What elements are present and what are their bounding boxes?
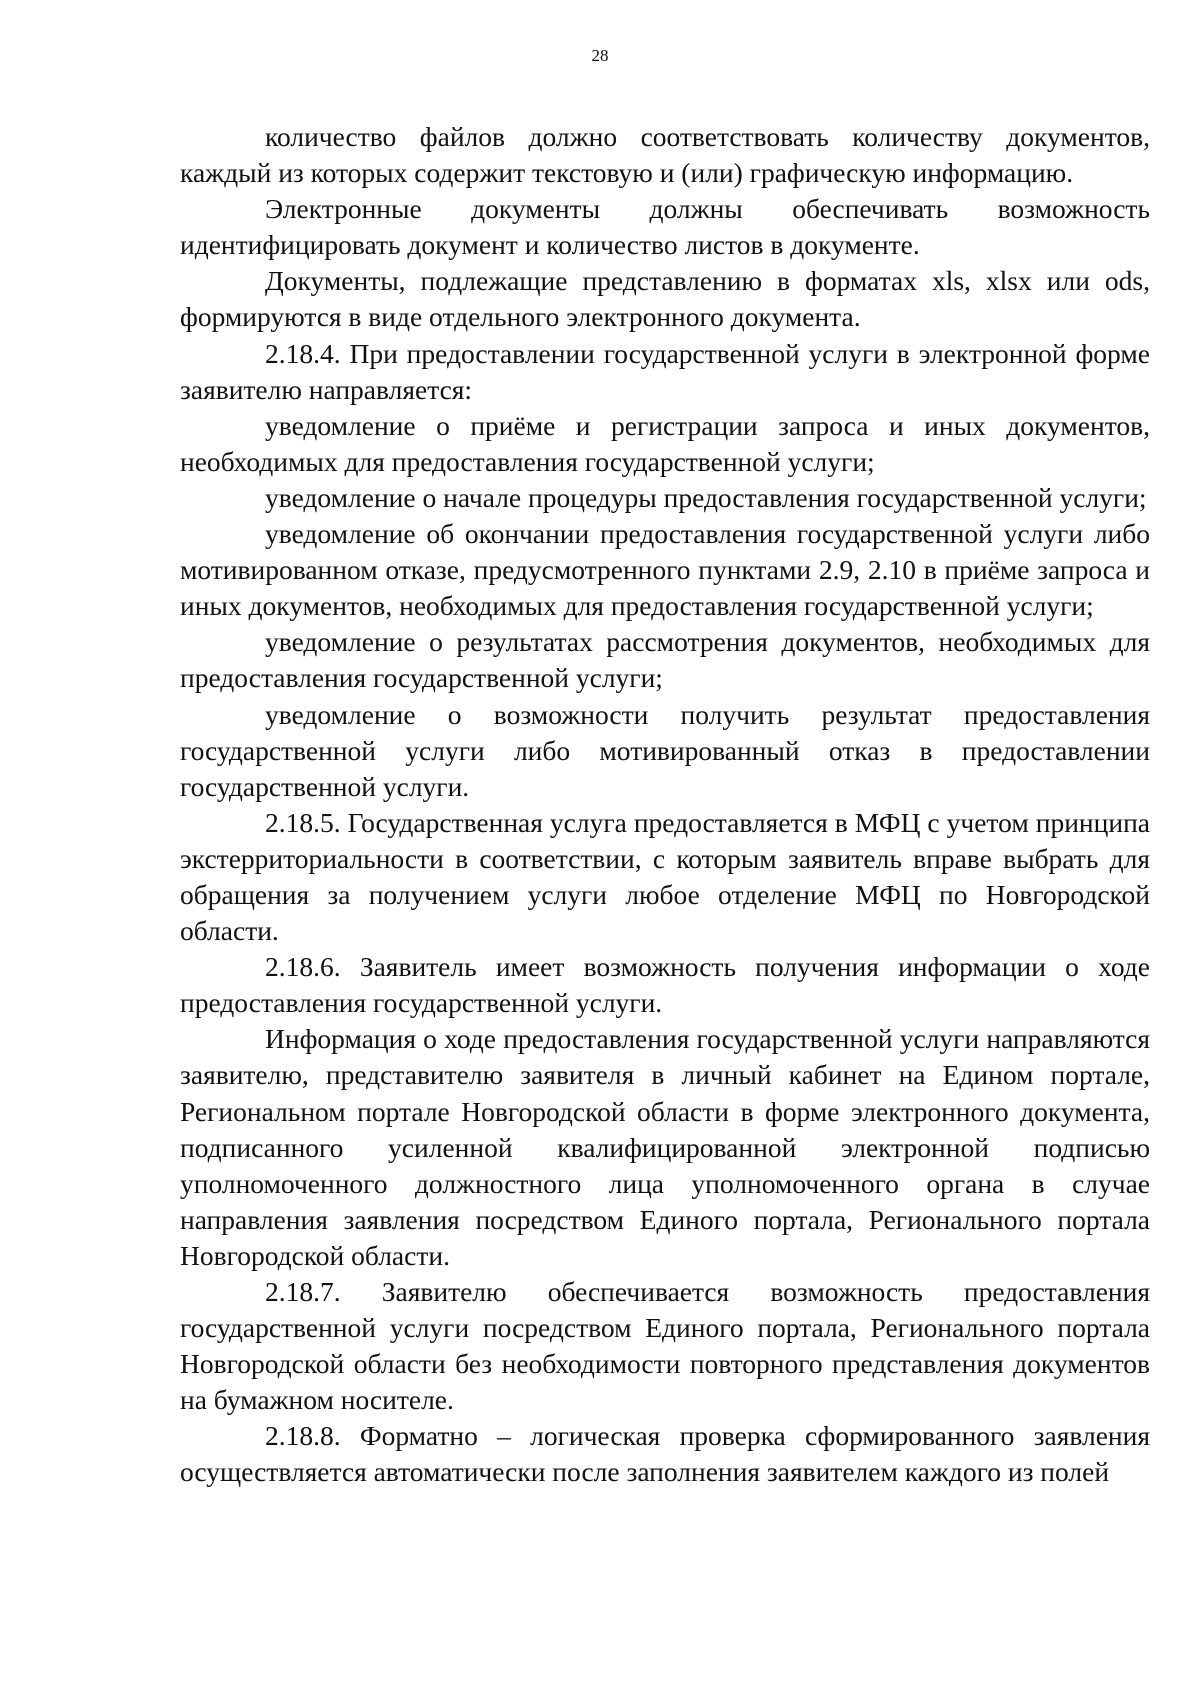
page-number: 28 — [591, 46, 609, 65]
paragraph-notice-end: уведомление об окончании предоставления государственной услуги либо мотивированном отказе, предусмотренного пунктами 2.9, 2.10 в приёме запроса и иных документов, необходимых для предоставления государственной услуги; — [180, 518, 1150, 622]
paragraph-files-count: количество файлов должно соответствовать количеству документов, каждый из которых содержит текстовую и (или) графическую информацию. — [180, 121, 1150, 189]
paragraph-notice-possibility: уведомление о возможности получить результат предоставления государственной услуги либо мотивированный отказ в предоставлении государственной услуги. — [180, 698, 1150, 802]
paragraph-2-18-5: 2.18.5. Государственная услуга предоставляется в МФЦ с учетом принципа экстерриториальности в соответствии, с которым заявитель вправе выбрать для обращения за получением услуги любое отделение МФЦ по Новгородской области. — [180, 806, 1150, 947]
paragraph-2-18-8: 2.18.8. Форматно – логическая проверка сформированного заявления осуществляется автоматически после заполнения заявителем каждого из полей — [180, 1420, 1150, 1488]
paragraph-notice-results: уведомление о результатах рассмотрения документов, необходимых для предоставления государственной услуги; — [180, 626, 1150, 694]
paragraph-notice-receipt: уведомление о приёме и регистрации запроса и иных документов, необходимых для предоставления государственной услуги; — [180, 409, 1150, 477]
paragraph-2-18-4: 2.18.4. При предоставлении государственной услуги в электронной форме заявителю направляется: — [180, 337, 1150, 405]
document-body — [180, 119, 1150, 1491]
paragraph-2-18-7: 2.18.7. Заявителю обеспечивается возможность предоставления государственной услуги посредством Единого портала, Регионального портала Новгородской области без необходимости повторного представления документов на бумажном носителе. — [180, 1276, 1150, 1416]
paragraph-2-18-6: 2.18.6. Заявитель имеет возможность получения информации о ходе предоставления государственной услуги. — [180, 951, 1150, 1019]
paragraph-spreadsheet-formats: Документы, подлежащие представлению в форматах xls, xlsx или ods, формируются в виде отдельного электронного документа. — [180, 265, 1150, 333]
paragraph-progress-info: Информация о ходе предоставления государственной услуги направляются заявителю, представителю заявителя в личный кабинет на Едином портале, Региональном портале Новгородской области в форме электронного документа, подписанного усиленной квалифицированной электронной подписью уполномоченного должностного лица уполномоченного органа в случае направления заявления посредством Единого портала, Регионального портала Новгородской области. — [180, 1023, 1150, 1271]
paragraph-notice-start: уведомление о начале процедуры предоставления государственной услуги; — [265, 481, 1147, 513]
paragraph-electronic-documents: Электронные документы должны обеспечивать возможность идентифицировать документ и количество листов в документе. — [180, 193, 1150, 261]
